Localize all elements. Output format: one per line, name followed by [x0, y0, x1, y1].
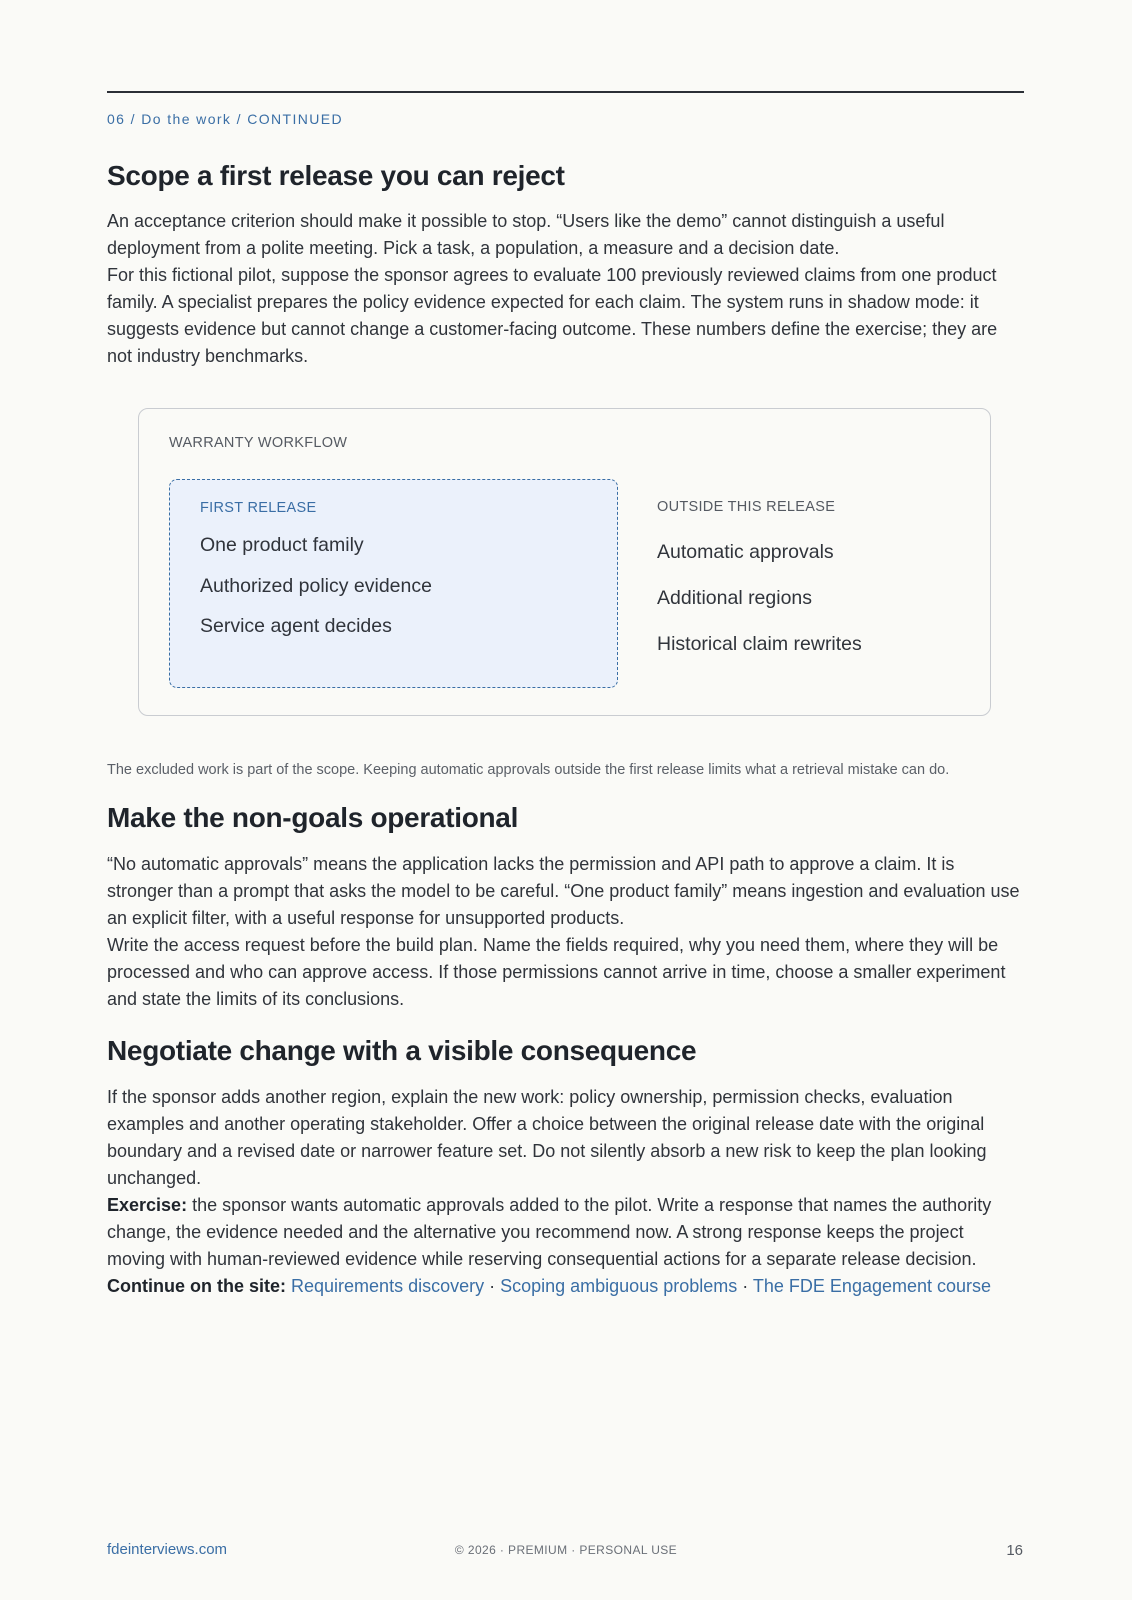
paragraph-exercise: [107, 1192, 1024, 1273]
heading-negotiate: Negotiate change with a visible consequence: [107, 1035, 697, 1066]
exercise-text: the sponsor wants automatic approvals added to the pilot. Write a response that names the authority change, the evidence needed and the alternative you recommend now. A strong response keeps the project moving with human-reviewed evidence while reserving consequential actions for a separate release decision.: [107, 1195, 992, 1269]
heading-nongoals: Make the non-goals operational: [107, 802, 519, 833]
figure-caption: The excluded work is part of the scope. Keeping automatic approvals outside the first release limits what a retrieval mistake can do.: [107, 762, 950, 778]
top-rule: [107, 91, 1024, 93]
footer-copyright: © 2026 · PREMIUM · PERSONAL USE: [454, 1543, 678, 1557]
link-scoping-ambiguous-problems[interactable]: Scoping ambiguous problems: [500, 1276, 738, 1296]
paragraph-scope-2: For this fictional pilot, suppose the sponsor agrees to evaluate 100 previously reviewed claims from one product family. A specialist prepares the policy evidence expected for each claim. The system runs in shadow mode: it suggests evidence but cannot change a customer-facing outcome. These numbers define the exercise; they are not industry benchmarks.: [107, 265, 998, 366]
warranty-workflow-figure: [138, 408, 991, 716]
first-release-title: FIRST RELEASE: [200, 500, 317, 516]
list-item: Additional regions: [657, 587, 813, 609]
paragraph-nongoals-2: Write the access request before the build plan. Name the fields required, why you need them, where they will be processed and who can approve access. If those permissions cannot arrive in time, choose a smaller experiment and state the limits of its conclusions.: [107, 935, 1006, 1009]
outside-release-list: [657, 541, 862, 679]
list-item: Authorized policy evidence: [200, 574, 432, 597]
main-content: [107, 158, 1024, 1300]
list-item: One product family: [200, 534, 364, 556]
continue-links: [107, 1273, 1024, 1300]
paragraph-nongoals-1: “No automatic approvals” means the application lacks the permission and API path to approve a claim. It is stronger than a prompt that asks the model to be careful. “One product family” means ingestion and evaluation use an explicit filter, with a useful response for unsupported products.: [107, 854, 1020, 928]
continue-label: Continue on the site:: [107, 1276, 286, 1296]
page-number: 16: [1006, 1542, 1023, 1559]
footer-site-link[interactable]: fdeinterviews.com: [107, 1541, 228, 1558]
paragraph-scope-1: An acceptance criterion should make it possible to stop. “Users like the demo” cannot distinguish a useful deployment from a polite meeting. Pick a task, a population, a measure and a decision date.: [107, 211, 945, 258]
paragraph-negotiate-1: If the sponsor adds another region, explain the new work: policy ownership, permission checks, evaluation examples and another operating stakeholder. Offer a choice between the original release date with the original boundary and a revised date or narrower feature set. Do not silently absorb a new risk to keep the plan looking unchanged.: [107, 1087, 987, 1188]
list-item: Service agent decides: [200, 615, 392, 637]
list-item: Historical claim rewrites: [657, 633, 862, 655]
section-kicker: 06 / Do the work / CONTINUED: [107, 111, 344, 127]
link-separator: ·: [737, 1276, 753, 1296]
outside-release-title: OUTSIDE THIS RELEASE: [657, 499, 836, 515]
figure-label: WARRANTY WORKFLOW: [169, 435, 348, 451]
link-requirements-discovery[interactable]: Requirements discovery: [291, 1276, 485, 1296]
list-item: Automatic approvals: [657, 541, 834, 563]
link-fde-engagement-course[interactable]: The FDE Engagement course: [752, 1276, 992, 1296]
link-separator: ·: [484, 1276, 501, 1296]
first-release-box: [169, 479, 618, 688]
first-release-list: [200, 534, 432, 656]
exercise-label: Exercise:: [107, 1195, 188, 1215]
heading-scope: Scope a first release you can reject: [107, 160, 565, 191]
